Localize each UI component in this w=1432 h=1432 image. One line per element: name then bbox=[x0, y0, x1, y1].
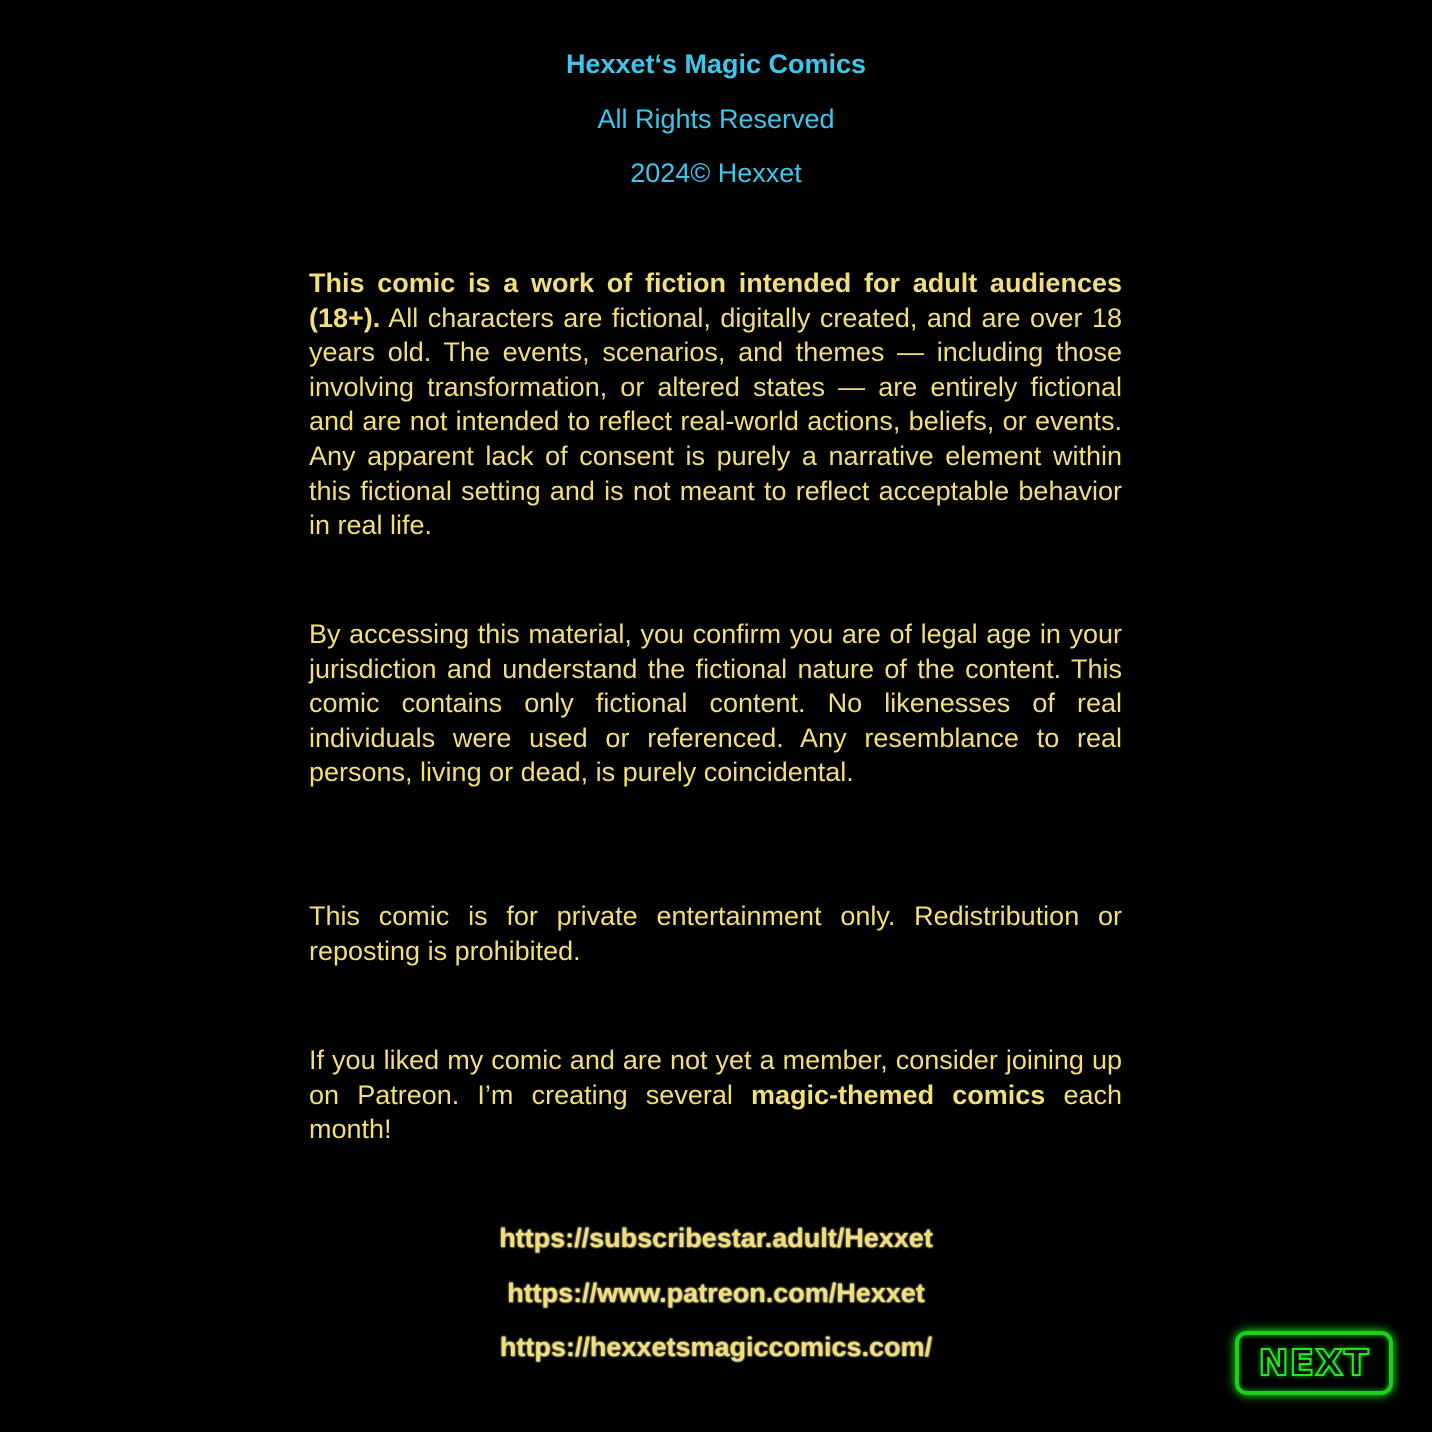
patreon-text-end: each month! bbox=[309, 1079, 1122, 1145]
subscribestar-link[interactable]: https://subscribestar.adult/Hexxet bbox=[499, 1223, 933, 1253]
patreon-text-bold: magic-themed comics bbox=[751, 1079, 1046, 1110]
copyright-notice: 2024© Hexxet bbox=[630, 158, 802, 188]
disclaimer-paragraph-age: By accessing this material, you confirm you are of legal age in your jurisdiction and understand the fictional nature of the content. This comic contains only fictional content. No likenesses of real individuals were used or referenced. Any resemblance to real persons, living or dead, is purely coincidental. bbox=[309, 619, 1122, 788]
next-button-label: NEXT bbox=[1258, 1342, 1370, 1384]
website-link[interactable]: https://hexxetsmagiccomics.com/ bbox=[499, 1332, 933, 1362]
comic-title: Hexxet‘s Magic Comics bbox=[565, 49, 867, 79]
disclaimer-paragraph-patreon bbox=[309, 1043, 1122, 1147]
disclaimer-adult-bold: This comic is a work of fiction intended for adult audiences (18+). bbox=[309, 268, 1122, 333]
disclaimer-paragraph-redistribution: This comic is for private entertainment only. Redistribution or reposting is prohibited. bbox=[309, 901, 1122, 966]
disclaimer-adult-rest: All characters are fictional, digitally created, and are over 18 years old. The events, scenarios, and themes — including those involving transformation, or altered states — are entirely fictional and are not intended to reflect real-world actions, beliefs, or events. Any apparent lack of consent is purely a narrative element within this fictional setting and is not meant to reflect acceptable behavior in real life. bbox=[309, 302, 1122, 541]
patreon-text-start: If you liked my comic and are not yet a member, consider joining up on Patreon. I’m creating several bbox=[309, 1045, 1122, 1110]
next-button[interactable] bbox=[1235, 1331, 1393, 1395]
rights-notice: All Rights Reserved bbox=[597, 104, 835, 134]
disclaimer-paragraph-adult bbox=[309, 266, 1122, 543]
patreon-link[interactable]: https://www.patreon.com/Hexxet bbox=[507, 1278, 925, 1308]
